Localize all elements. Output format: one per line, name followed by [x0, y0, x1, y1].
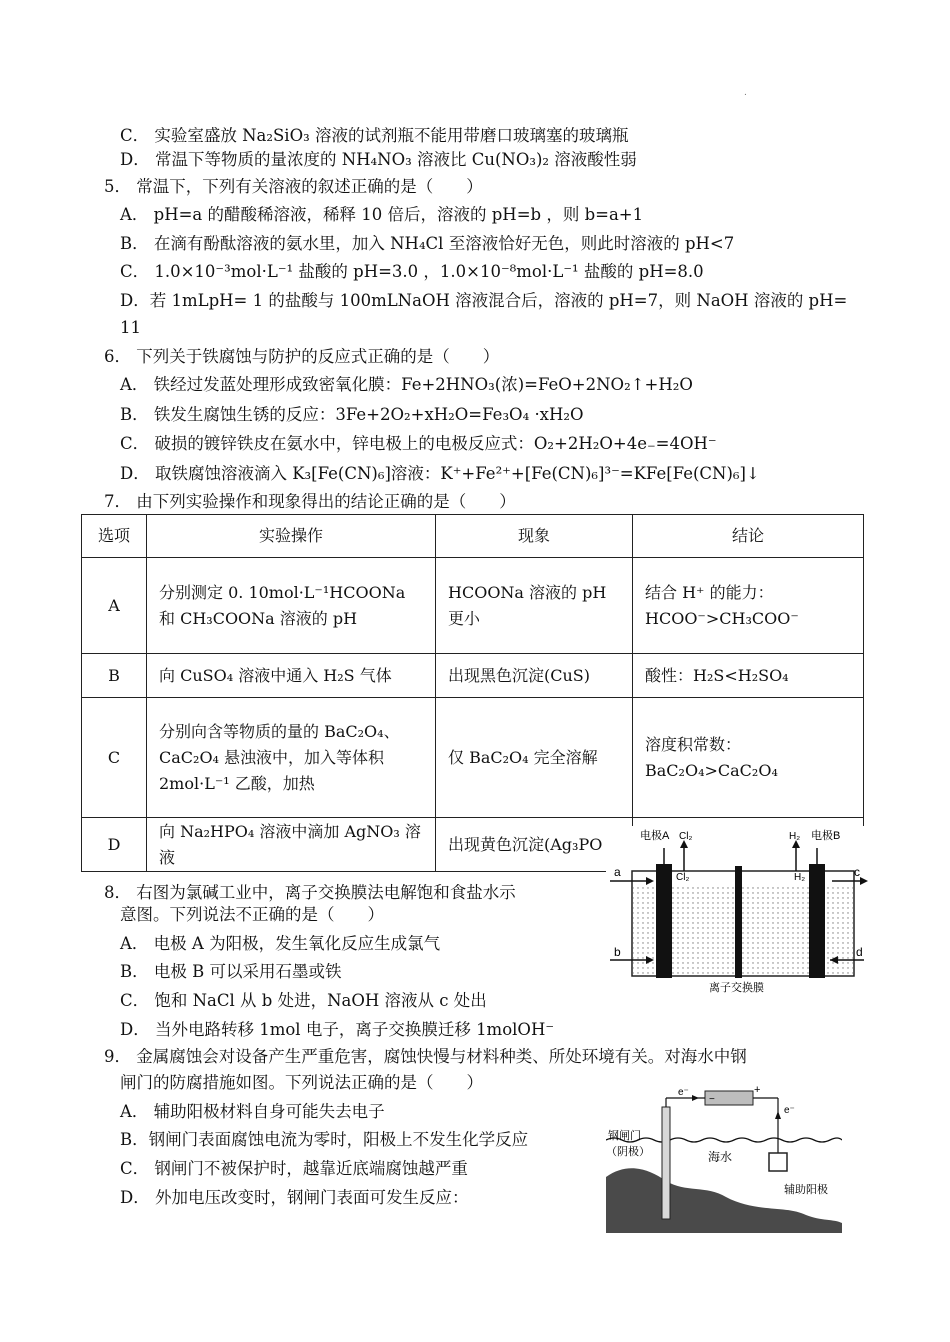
label-e-right: e⁻ — [784, 1105, 795, 1116]
row-d-phenomenon: 出现黄色沉淀(Ag₃PO — [436, 818, 633, 872]
row-d-option: D — [82, 818, 147, 872]
header-operation: 实验操作 — [147, 515, 436, 558]
row-c-phenomenon: 仅 BaC₂O₄ 完全溶解 — [436, 698, 633, 818]
label-c: c — [854, 865, 860, 879]
row-a-option: A — [82, 558, 147, 654]
q8-option-d: D． 当外电路转移 1mol 电子，离子交换膜迁移 1molOH⁻ — [120, 1020, 555, 1039]
q5-option-a: A． pH=a 的醋酸稀溶液，稀释 10 倍后，溶液的 pH=b ，则 b=a+1 — [120, 205, 644, 224]
q6-option-c: C． 破损的镀锌铁皮在氨水中，锌电极上的电极反应式：O₂+2H₂O+4e₋=4OH⁻ — [120, 434, 717, 453]
q6-option-b: B． 铁发生腐蚀生锈的反应：3Fe+2O₂+xH₂O=Fe₃O₄ ·xH₂O — [120, 405, 584, 424]
q7-table — [81, 514, 864, 872]
q8-option-b: B． 电极 B 可以采用石墨或铁 — [120, 962, 342, 981]
row-a-conclusion: 结合 H⁺ 的能力：HCOO⁻>CH₃COO⁻ — [633, 558, 864, 654]
q8-option-c: C． 饱和 NaCl 从 b 处进，NaOH 溶液从 c 处出 — [120, 991, 487, 1010]
row-a-operation: 分别测定 0. 10mol·L⁻¹HCOONa 和 CH₃COONa 溶液的 pH — [147, 558, 436, 654]
row-d-operation: 向 Na₂HPO₄ 溶液中滴加 AgNO₃ 溶液 — [147, 818, 436, 872]
q6-stem: 6． 下列关于铁腐蚀与防护的反应式正确的是（ ） — [104, 347, 500, 366]
label-a: a — [614, 865, 621, 879]
electron-flow-arrow-right — [775, 1111, 781, 1119]
electron-flow-arrow-left — [692, 1095, 699, 1101]
q9-option-a: A． 辅助阳极材料自身可能失去电子 — [120, 1102, 385, 1121]
label-h2-inner: H₂ — [794, 872, 806, 883]
corner-mark: . — [744, 88, 747, 98]
label-e-left: e⁻ — [678, 1087, 689, 1098]
q9-option-b: B．钢闸门表面腐蚀电流为零时，阳极上不发生化学反应 — [120, 1130, 529, 1149]
table-row — [82, 654, 864, 698]
label-electrode-a: 电极A — [640, 830, 670, 842]
q6-option-a: A． 铁经过发蓝处理形成致密氧化膜：Fe+2HNO₃(浓)=FeO+2NO₂↑+H₂O — [120, 375, 693, 394]
label-b: b — [614, 945, 621, 959]
seabed — [606, 1168, 842, 1233]
header-phenomenon: 现象 — [436, 515, 633, 558]
label-sea: 海水 — [708, 1150, 733, 1164]
label-h2-top: H₂ — [789, 831, 801, 842]
steel-gate — [662, 1107, 670, 1219]
row-b-operation: 向 CuSO₄ 溶液中通入 H₂S 气体 — [147, 654, 436, 698]
q4-option-c: C． 实验室盛放 Na₂SiO₃ 溶液的试剂瓶不能用带磨口玻璃塞的玻璃瓶 — [120, 126, 629, 145]
row-b-phenomenon: 出现黑色沉淀(CuS) — [436, 654, 633, 698]
table-row — [82, 558, 864, 654]
electrolysis-figure — [606, 826, 868, 996]
q8-stem: 8． 右图为氯碱工业中，离子交换膜法电解饱和食盐水示 — [104, 883, 516, 902]
label-minus: − — [709, 1094, 715, 1105]
sea-gate-figure — [606, 1085, 842, 1233]
q5-option-c: C． 1.0×10⁻³mol·L⁻¹ 盐酸的 pH=3.0 ，1.0×10⁻⁸mol·L⁻¹ 盐酸的 pH=8.0 — [120, 262, 704, 281]
row-c-option: C — [82, 698, 147, 818]
row-c-operation: 分别向含等物质的量的 BaC₂O₄、CaC₂O₄ 悬浊液中，加入等体积 2mol·L⁻¹ 乙酸，加热 — [147, 698, 436, 818]
label-cl2-inner: Cl₂ — [676, 872, 690, 883]
q7-stem: 7． 由下列实验操作和现象得出的结论正确的是（ ） — [104, 492, 516, 511]
q4-option-d: D． 常温下等物质的量浓度的 NH₄NO₃ 溶液比 Cu(NO₃)₂ 溶液酸性弱 — [120, 150, 637, 169]
q8-stem-cont: 意图。下列说法不正确的是（ ） — [120, 905, 384, 924]
header-option: 选项 — [82, 515, 147, 558]
q9-stem-cont: 闸门的防腐措施如图。下列说法正确的是（ ） — [120, 1073, 483, 1092]
label-d: d — [856, 945, 863, 959]
label-gate: 钢闸门 — [608, 1130, 641, 1142]
q9-option-d: D． 外加电压改变时，钢闸门表面可发生反应： — [120, 1188, 469, 1207]
label-plus: + — [754, 1085, 761, 1096]
q5-option-d-cont: 11 — [120, 318, 141, 337]
auxiliary-anode — [769, 1153, 787, 1171]
label-membrane: 离子交换膜 — [709, 982, 764, 994]
q5-option-d: D．若 1mLpH= 1 的盐酸与 100mLNaOH 溶液混合后，溶液的 pH=7，则 NaOH 溶液的 pH= — [120, 291, 848, 310]
label-electrode-b: 电极B — [811, 830, 841, 842]
label-aux-anode: 辅助阳极 — [784, 1184, 828, 1196]
table-row — [82, 698, 864, 818]
q5-option-b: B． 在滴有酚酞溶液的氨水里，加入 NH₄Cl 至溶液恰好无色，则此时溶液的 pH<7 — [120, 234, 735, 253]
q9-stem: 9． 金属腐蚀会对设备产生严重危害，腐蚀快慢与材料种类、所处环境有关。对海水中钢 — [104, 1047, 747, 1066]
electrode-a — [656, 864, 672, 978]
row-a-phenomenon: HCOONa 溶液的 pH 更小 — [436, 558, 633, 654]
label-cathode: （阴极） — [606, 1146, 650, 1158]
table-header-row — [82, 515, 864, 558]
electrode-b — [809, 864, 825, 978]
row-b-conclusion: 酸性：H₂S<H₂SO₄ — [633, 654, 864, 698]
q8-option-a: A． 电极 A 为阳极，发生氧化反应生成氯气 — [120, 934, 441, 953]
ion-exchange-membrane — [735, 866, 742, 978]
outlet-c-arrowhead — [860, 877, 868, 885]
header-conclusion: 结论 — [633, 515, 864, 558]
row-b-option: B — [82, 654, 147, 698]
label-cl2-top: Cl₂ — [679, 831, 693, 842]
sea-surface — [606, 1138, 842, 1142]
row-c-conclusion: 溶度积常数：BaC₂O₄>CaC₂O₄ — [633, 698, 864, 818]
q6-option-d: D． 取铁腐蚀溶液滴入 K₃[Fe(CN)₆]溶液：K⁺+Fe²⁺+[Fe(CN)₆]³⁻=KFe[Fe(CN)₆]↓ — [120, 464, 760, 483]
q5-stem: 5． 常温下，下列有关溶液的叙述正确的是（ ） — [104, 177, 483, 196]
q9-option-c: C． 钢闸门不被保护时，越靠近底端腐蚀越严重 — [120, 1159, 468, 1178]
